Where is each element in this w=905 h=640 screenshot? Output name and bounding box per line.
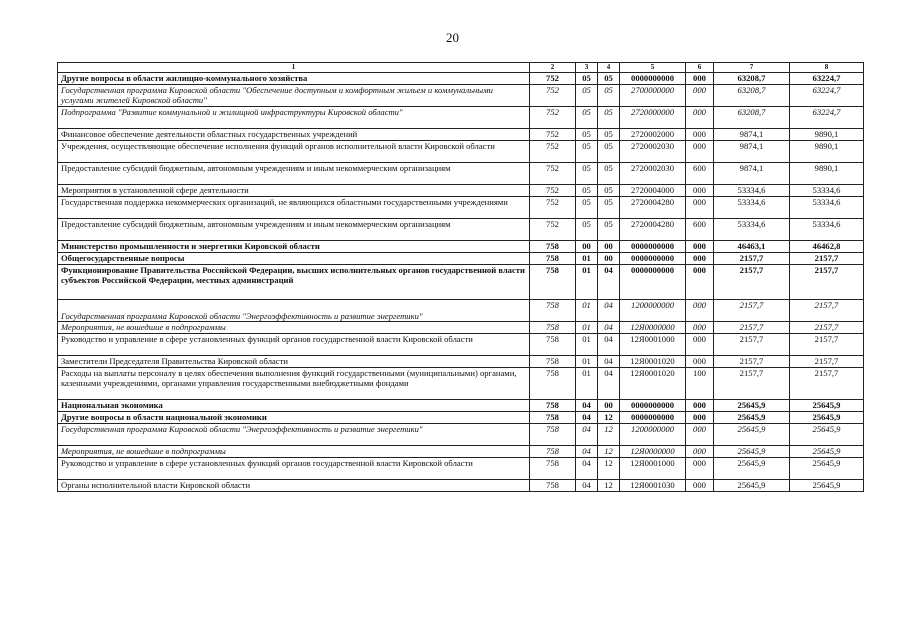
header-cell: 6 [686, 63, 714, 73]
table-row [58, 129, 864, 141]
target-article: 2720000000 [620, 107, 686, 129]
ministry-code: 758 [530, 356, 576, 368]
ministry-code: 758 [530, 480, 576, 492]
expense-type: 600 [686, 219, 714, 241]
table-row [58, 412, 864, 424]
table-row [58, 480, 864, 492]
target-article: 2720004280 [620, 219, 686, 241]
ministry-code: 758 [530, 300, 576, 322]
sum-2022: 25645,9 [790, 424, 864, 446]
sum-2021: 25645,9 [714, 412, 790, 424]
subsection-code: 00 [598, 400, 620, 412]
expense-type: 000 [686, 458, 714, 480]
section-code: 04 [576, 446, 598, 458]
sum-2021: 9874,1 [714, 163, 790, 185]
table-row [58, 300, 864, 322]
expense-type: 000 [686, 334, 714, 356]
target-article: 2720002030 [620, 163, 686, 185]
table-row [58, 368, 864, 400]
row-name: Органы исполнительной власти Кировской области [58, 480, 530, 492]
expense-type: 000 [686, 446, 714, 458]
expense-type: 000 [686, 107, 714, 129]
target-article: 0000000000 [620, 73, 686, 85]
ministry-code: 758 [530, 458, 576, 480]
row-name: Мероприятия, не вошедшие в подпрограммы [58, 322, 530, 334]
row-name: Учреждения, осуществляющие обеспечение исполнения функций органов исполнительной власти Кировской области [58, 141, 530, 163]
sum-2022: 63224,7 [790, 107, 864, 129]
target-article: 12Я0001030 [620, 480, 686, 492]
sum-2022: 46462,8 [790, 241, 864, 253]
table-row [58, 334, 864, 356]
sum-2021: 25645,9 [714, 400, 790, 412]
target-article: 12Я0001020 [620, 356, 686, 368]
section-code: 04 [576, 458, 598, 480]
expense-type: 000 [686, 185, 714, 197]
row-name: Государственная программа Кировской области "Энергоэффективность и развитие энергетики" [58, 424, 530, 446]
ministry-code: 758 [530, 424, 576, 446]
sum-2021: 2157,7 [714, 368, 790, 400]
row-name: Заместители Председателя Правительства Кировской области [58, 356, 530, 368]
row-name: Общегосударственные вопросы [58, 253, 530, 265]
target-article: 2720002030 [620, 141, 686, 163]
row-name: Руководство и управление в сфере установленных функций органов государственной власти Кировской области [58, 334, 530, 356]
subsection-code: 05 [598, 73, 620, 85]
sum-2022: 63224,7 [790, 85, 864, 107]
row-name: Министерство промышленности и энергетики Кировской области [58, 241, 530, 253]
expense-type: 000 [686, 129, 714, 141]
row-name: Национальная экономика [58, 400, 530, 412]
section-code: 01 [576, 334, 598, 356]
ministry-code: 758 [530, 334, 576, 356]
subsection-code: 05 [598, 85, 620, 107]
table-row [58, 458, 864, 480]
sum-2022: 25645,9 [790, 400, 864, 412]
expense-type: 000 [686, 322, 714, 334]
section-code: 05 [576, 163, 598, 185]
table-row [58, 73, 864, 85]
table-body [58, 63, 864, 492]
sum-2021: 53334,6 [714, 197, 790, 219]
subsection-code: 05 [598, 185, 620, 197]
section-code: 05 [576, 107, 598, 129]
ministry-code: 752 [530, 85, 576, 107]
section-code: 01 [576, 253, 598, 265]
page-number: 20 [446, 30, 459, 45]
table-row [58, 253, 864, 265]
table-row [58, 400, 864, 412]
subsection-code: 04 [598, 265, 620, 300]
row-name: Государственная программа Кировской области "Энергоэффективность и развитие энергетики" [58, 300, 530, 322]
sum-2022: 2157,7 [790, 334, 864, 356]
row-name: Другие вопросы в области жилищно-коммунального хозяйства [58, 73, 530, 85]
sum-2022: 2157,7 [790, 300, 864, 322]
table-row [58, 197, 864, 219]
table-row [58, 185, 864, 197]
sum-2021: 25645,9 [714, 458, 790, 480]
target-article: 12Я0000000 [620, 322, 686, 334]
sum-2022: 25645,9 [790, 412, 864, 424]
ministry-code: 752 [530, 141, 576, 163]
section-code: 05 [576, 197, 598, 219]
sum-2021: 2157,7 [714, 253, 790, 265]
subsection-code: 04 [598, 334, 620, 356]
ministry-code: 752 [530, 73, 576, 85]
target-article: 12Я0001000 [620, 458, 686, 480]
table-row [58, 265, 864, 300]
subsection-code: 04 [598, 322, 620, 334]
section-code: 04 [576, 412, 598, 424]
sum-2022: 25645,9 [790, 446, 864, 458]
table-row [58, 424, 864, 446]
table-row [58, 356, 864, 368]
sum-2022: 9890,1 [790, 141, 864, 163]
subsection-code: 00 [598, 253, 620, 265]
ministry-code: 758 [530, 265, 576, 300]
header-cell: 2 [530, 63, 576, 73]
subsection-code: 05 [598, 219, 620, 241]
sum-2022: 53334,6 [790, 219, 864, 241]
expense-type: 000 [686, 265, 714, 300]
sum-2021: 53334,6 [714, 219, 790, 241]
ministry-code: 752 [530, 219, 576, 241]
section-code: 04 [576, 480, 598, 492]
ministry-code: 758 [530, 322, 576, 334]
subsection-code: 04 [598, 368, 620, 400]
table-row [58, 163, 864, 185]
target-article: 12Я0001000 [620, 334, 686, 356]
sum-2022: 53334,6 [790, 197, 864, 219]
ministry-code: 758 [530, 253, 576, 265]
subsection-code: 04 [598, 356, 620, 368]
target-article: 0000000000 [620, 253, 686, 265]
target-article: 1200000000 [620, 424, 686, 446]
subsection-code: 05 [598, 197, 620, 219]
subsection-code: 12 [598, 446, 620, 458]
target-article: 2700000000 [620, 85, 686, 107]
row-name: Расходы на выплаты персоналу в целях обеспечения выполнения функций государственными (муниципальными) органами, казенными учреждениями, органами управления государственными внебюджетными фондами [58, 368, 530, 400]
expense-type: 100 [686, 368, 714, 400]
row-name: Финансовое обеспечение деятельности областных государственных учреждений [58, 129, 530, 141]
target-article: 0000000000 [620, 400, 686, 412]
sum-2021: 2157,7 [714, 265, 790, 300]
expense-type: 000 [686, 141, 714, 163]
header-cell: 3 [576, 63, 598, 73]
header-cell: 8 [790, 63, 864, 73]
table-header-row [58, 63, 864, 73]
expense-type: 000 [686, 356, 714, 368]
section-code: 01 [576, 368, 598, 400]
subsection-code: 05 [598, 129, 620, 141]
subsection-code: 00 [598, 241, 620, 253]
target-article: 0000000000 [620, 265, 686, 300]
table-row [58, 85, 864, 107]
target-article: 2720004280 [620, 197, 686, 219]
section-code: 05 [576, 219, 598, 241]
ministry-code: 752 [530, 197, 576, 219]
sum-2021: 63208,7 [714, 73, 790, 85]
sum-2021: 9874,1 [714, 141, 790, 163]
sum-2022: 63224,7 [790, 73, 864, 85]
target-article: 0000000000 [620, 412, 686, 424]
expense-type: 000 [686, 400, 714, 412]
sum-2022: 2157,7 [790, 368, 864, 400]
sum-2022: 25645,9 [790, 458, 864, 480]
target-article: 12Я0000000 [620, 446, 686, 458]
table-row [58, 141, 864, 163]
sum-2021: 63208,7 [714, 107, 790, 129]
ministry-code: 752 [530, 185, 576, 197]
table-row [58, 241, 864, 253]
ministry-code: 758 [530, 400, 576, 412]
subsection-code: 05 [598, 163, 620, 185]
section-code: 04 [576, 424, 598, 446]
sum-2021: 63208,7 [714, 85, 790, 107]
ministry-code: 758 [530, 412, 576, 424]
sum-2022: 2157,7 [790, 322, 864, 334]
row-name: Функционирование Правительства Российской Федерации, высших исполнительных органов государственной власти субъектов Российской Федерации, местных администраций [58, 265, 530, 300]
subsection-code: 12 [598, 412, 620, 424]
subsection-code: 12 [598, 480, 620, 492]
sum-2021: 2157,7 [714, 300, 790, 322]
table-row [58, 219, 864, 241]
expense-type: 000 [686, 480, 714, 492]
row-name: Другие вопросы в области национальной экономики [58, 412, 530, 424]
sum-2022: 2157,7 [790, 265, 864, 300]
row-name: Руководство и управление в сфере установленных функций органов государственной власти Кировской области [58, 458, 530, 480]
section-code: 01 [576, 356, 598, 368]
section-code: 05 [576, 73, 598, 85]
row-name: Мероприятия, не вошедшие в подпрограммы [58, 446, 530, 458]
sum-2021: 2157,7 [714, 334, 790, 356]
ministry-code: 752 [530, 129, 576, 141]
ministry-code: 758 [530, 368, 576, 400]
expense-type: 000 [686, 253, 714, 265]
ministry-code: 758 [530, 241, 576, 253]
table-row [58, 322, 864, 334]
sum-2022: 53334,6 [790, 185, 864, 197]
expense-type: 000 [686, 197, 714, 219]
table-row [58, 446, 864, 458]
sum-2021: 25645,9 [714, 446, 790, 458]
sum-2022: 9890,1 [790, 129, 864, 141]
expense-type: 000 [686, 412, 714, 424]
target-article: 12Я0001020 [620, 368, 686, 400]
ministry-code: 758 [530, 446, 576, 458]
section-code: 05 [576, 85, 598, 107]
target-article: 2720002000 [620, 129, 686, 141]
subsection-code: 04 [598, 300, 620, 322]
sum-2021: 9874,1 [714, 129, 790, 141]
subsection-code: 05 [598, 141, 620, 163]
section-code: 00 [576, 241, 598, 253]
section-code: 04 [576, 400, 598, 412]
target-article: 1200000000 [620, 300, 686, 322]
sum-2021: 25645,9 [714, 480, 790, 492]
expense-type: 000 [686, 424, 714, 446]
header-cell: 1 [58, 63, 530, 73]
header-cell: 5 [620, 63, 686, 73]
row-name: Предоставление субсидий бюджетным, автономным учреждениям и иным некоммерческим организациям [58, 219, 530, 241]
expense-type: 000 [686, 73, 714, 85]
subsection-code: 12 [598, 424, 620, 446]
expense-type: 000 [686, 300, 714, 322]
expense-type: 600 [686, 163, 714, 185]
target-article: 0000000000 [620, 241, 686, 253]
row-name: Мероприятия в установленной сфере деятельности [58, 185, 530, 197]
table-row [58, 107, 864, 129]
header-cell: 4 [598, 63, 620, 73]
sum-2022: 2157,7 [790, 356, 864, 368]
header-cell: 7 [714, 63, 790, 73]
sum-2022: 9890,1 [790, 163, 864, 185]
section-code: 01 [576, 322, 598, 334]
section-code: 01 [576, 300, 598, 322]
sum-2021: 2157,7 [714, 322, 790, 334]
sum-2021: 53334,6 [714, 185, 790, 197]
sum-2021: 25645,9 [714, 424, 790, 446]
expense-type: 000 [686, 241, 714, 253]
budget-table [57, 62, 864, 492]
target-article: 2720004000 [620, 185, 686, 197]
subsection-code: 05 [598, 107, 620, 129]
subsection-code: 12 [598, 458, 620, 480]
ministry-code: 752 [530, 107, 576, 129]
row-name: Подпрограмма "Развитие коммунальной и жилищной инфраструктуры Кировской области" [58, 107, 530, 129]
section-code: 01 [576, 265, 598, 300]
row-name: Государственная программа Кировской области "Обеспечение доступным и комфортным жильем и коммунальными услугами жителей Кировской области" [58, 85, 530, 107]
section-code: 05 [576, 129, 598, 141]
row-name: Предоставление субсидий бюджетным, автономным учреждениям и иным некоммерческим организациям [58, 163, 530, 185]
sum-2022: 2157,7 [790, 253, 864, 265]
ministry-code: 752 [530, 163, 576, 185]
row-name: Государственная поддержка некоммерческих организаций, не являющихся областными государственными учреждениями [58, 197, 530, 219]
sum-2021: 2157,7 [714, 356, 790, 368]
section-code: 05 [576, 185, 598, 197]
sum-2021: 46463,1 [714, 241, 790, 253]
expense-type: 000 [686, 85, 714, 107]
sum-2022: 25645,9 [790, 480, 864, 492]
section-code: 05 [576, 141, 598, 163]
